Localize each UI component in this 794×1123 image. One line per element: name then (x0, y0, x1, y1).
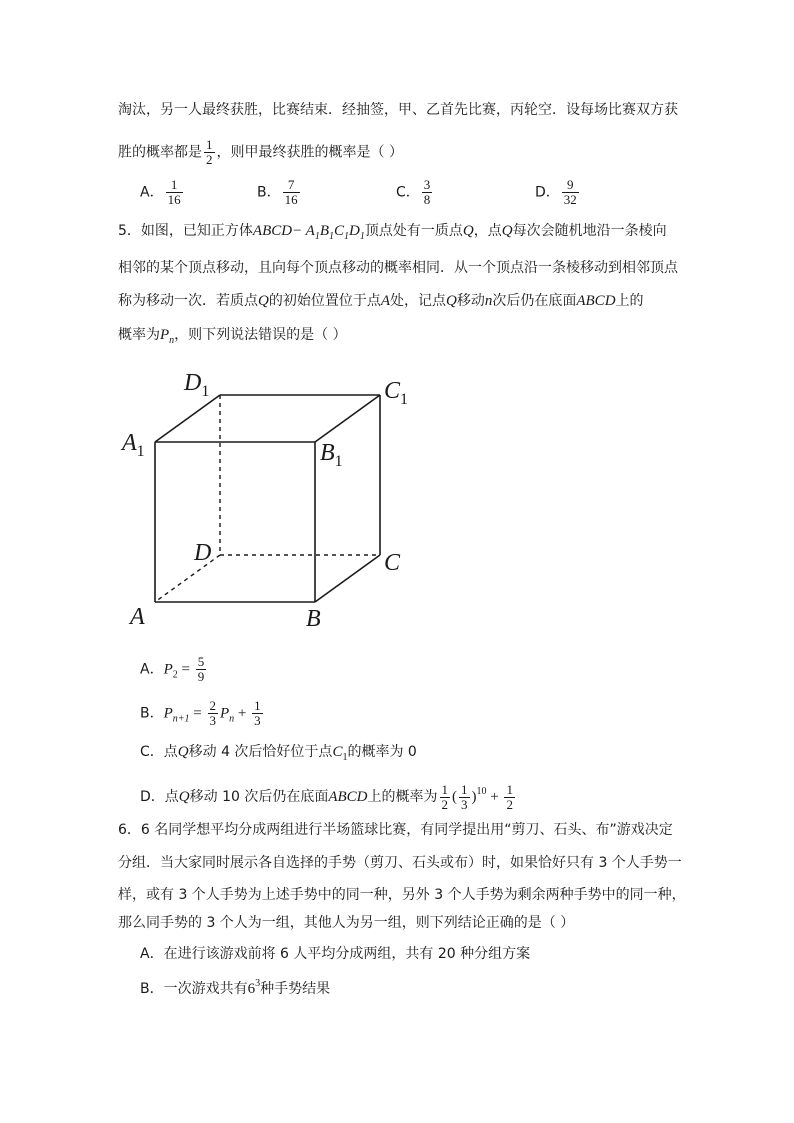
q5-option-a[interactable]: A．$P_2$ = $\frac{5}{9}$ (140, 654, 205, 684)
q6-option-a[interactable]: A．在进行该游戏前将 6 人平均分成两组，共有 20 种分组方案 (140, 946, 531, 962)
q5-text-line4: 概率为$P_n$，则下列说法错误的是（ ） (118, 327, 347, 346)
q4-line2-pre: 胜的概率都是 (118, 144, 202, 161)
q4-option-a[interactable]: A． $\frac{1}{16}$ (140, 177, 181, 207)
q5-option-d[interactable]: D．点Q移动 10 次后仍在底面ABCD上的概率为 $\frac{1}{2}$ ( $\frac{1}{3}$ )$^{10}$ + $\frac{1}{2}$ (140, 781, 513, 812)
q6-option-b[interactable]: B．一次游戏共有$6^3$种手势结果 (140, 978, 331, 997)
label-d1: $D_1$ (184, 370, 210, 400)
edge-c1-b1 (315, 395, 380, 442)
q5-option-c[interactable]: C．点Q移动 4 次后恰好位于点$C_1$的概率为 0 (140, 744, 417, 763)
q6-text-line4: 那么同手势的 3 个人为一组，其他人为另一组，则下列结论正确的是（ ） (118, 915, 575, 931)
q6-text-line2: 分组．当大家同时展示各自选择的手势（剪刀、石头或布）时，如果恰好只有 3 个人手势一 (118, 855, 682, 871)
q4-option-c[interactable]: C． $\frac{3}{8}$ (396, 177, 431, 207)
label-c1: $C_1$ (384, 378, 409, 408)
label-a1: $A_1$ (122, 430, 145, 460)
q6-text-line1: 6．6 名同学想平均分成两组进行半场篮球比赛，有同学提出用“剪刀、石头、布”游戏决定 (118, 822, 673, 838)
edge-a1-d1 (155, 395, 220, 442)
label-a: A (130, 604, 145, 630)
q6-text-line3: 样，或有 3 个人手势为上述手势中的同一种，另外 3 个人手势为剩余两种手势中的同一种， (118, 887, 686, 903)
q5-option-b[interactable]: B．$P_{n+1}$ = $\frac{2}{3}$ $P_n$ + $\frac{1}{3}$ (140, 698, 261, 728)
edge-c-b (315, 555, 380, 602)
q5-text-line2: 相邻的某个顶点移动，且向每个顶点移动的概率相同．从一个顶点沿一条棱移动到相邻顶点 (118, 260, 678, 276)
label-c: C (384, 550, 401, 576)
q4-text-line2 (118, 138, 403, 167)
label-d: D (194, 540, 212, 566)
q4-text-line1: 淘汰，另一人最终获胜，比赛结束．经抽签，甲、乙首先比赛，丙轮空．设每场比赛双方获 (118, 102, 678, 118)
q4-fraction-half: $\frac{1}{2}$ (206, 137, 213, 167)
cube-figure (110, 360, 430, 640)
q4-option-b[interactable]: B． $\frac{7}{16}$ (257, 177, 298, 207)
q4-line2-post: ，则甲最终获胜的概率是（ ） (216, 144, 403, 161)
q4-option-d[interactable]: D． $\frac{9}{32}$ (535, 177, 577, 207)
label-b: B (306, 606, 321, 632)
q5-text-line3: 称为移动一次．若质点Q的初始位置位于点A处，记点Q移动n次后仍在底面ABCD上的 (118, 293, 644, 309)
q5-text-line1: 5．如图，已知正方体ABCD− $A_1B_1C_1D_1$顶点处有一质点Q，点Q每次会随机地沿一条棱向 (118, 223, 667, 242)
label-b1: $B_1$ (320, 440, 343, 470)
